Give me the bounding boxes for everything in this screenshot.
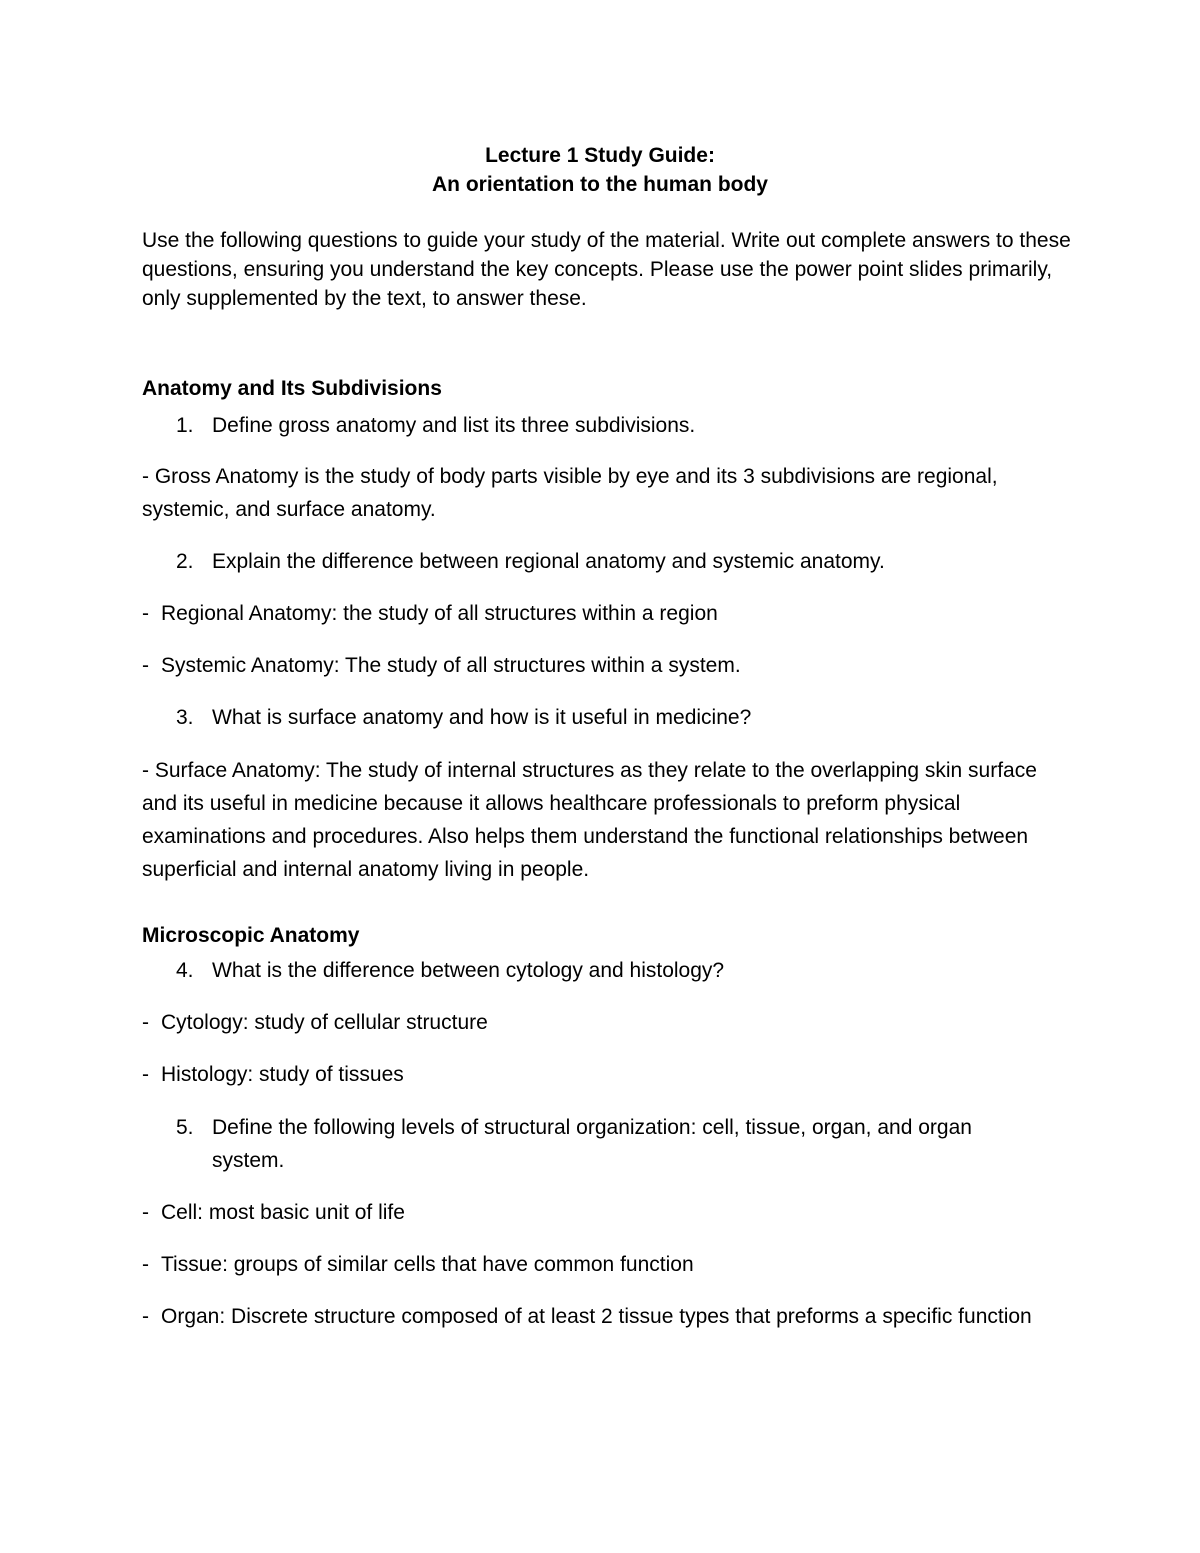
answer-2-dash-2: - — [142, 654, 149, 677]
document-title: Lecture 1 Study Guide: — [485, 144, 715, 167]
question-number-2: 2. — [176, 550, 194, 573]
question-number-5: 5. — [176, 1116, 194, 1139]
answer-4-item-1: Cytology: study of cellular structure — [161, 1011, 488, 1034]
question-2: Explain the difference between regional anatomy and systemic anatomy. — [212, 550, 885, 573]
question-1: Define gross anatomy and list its three subdivisions. — [212, 414, 696, 437]
answer-2-item-2: Systemic Anatomy: The study of all structures within a system. — [161, 654, 741, 677]
answer-5-item-3: Organ: Discrete structure composed of at least 2 tissue types that preforms a specific function — [161, 1305, 1032, 1328]
question-5: Define the following levels of structural organization: cell, tissue, organ, and organ system. — [212, 1116, 972, 1172]
answer-4-dash-1: - — [142, 1011, 149, 1034]
question-number-3: 3. — [176, 706, 194, 729]
section-heading-anatomy: Anatomy and Its Subdivisions — [142, 377, 442, 400]
answer-2-dash-1: - — [142, 602, 149, 625]
question-number-1: 1. — [176, 414, 194, 437]
answer-3: - Surface Anatomy: The study of internal structures as they relate to the overlapping skin surface and its useful in medicine because it allows healthcare professionals to preform physical examinations and procedures. Also helps them understand the functional relationships between superficial and internal anatomy living in people. — [142, 759, 1037, 881]
answer-5-dash-3: - — [142, 1305, 149, 1328]
answer-5-item-1: Cell: most basic unit of life — [161, 1201, 405, 1224]
intro-paragraph: Use the following questions to guide your study of the material. Write out complete answers to these questions, ensuring you understand the key concepts. Please use the power point slides primarily, only supplemented by the text, to answer these. — [142, 229, 1071, 310]
answer-2-item-1: Regional Anatomy: the study of all structures within a region — [161, 602, 718, 625]
answer-4-item-2: Histology: study of tissues — [161, 1063, 404, 1086]
question-4: What is the difference between cytology and histology? — [212, 959, 725, 982]
answer-5-dash-1: - — [142, 1201, 149, 1224]
document-subtitle: An orientation to the human body — [432, 173, 768, 196]
answer-5-item-2: Tissue: groups of similar cells that have common function — [161, 1253, 694, 1276]
section-heading-microscopic: Microscopic Anatomy — [142, 924, 360, 947]
question-3: What is surface anatomy and how is it useful in medicine? — [212, 706, 752, 729]
answer-4-dash-2: - — [142, 1063, 149, 1086]
question-number-4: 4. — [176, 959, 194, 982]
answer-5-dash-2: - — [142, 1253, 149, 1276]
answer-1: - Gross Anatomy is the study of body parts visible by eye and its 3 subdivisions are regional, systemic, and surface anatomy. — [142, 465, 998, 521]
